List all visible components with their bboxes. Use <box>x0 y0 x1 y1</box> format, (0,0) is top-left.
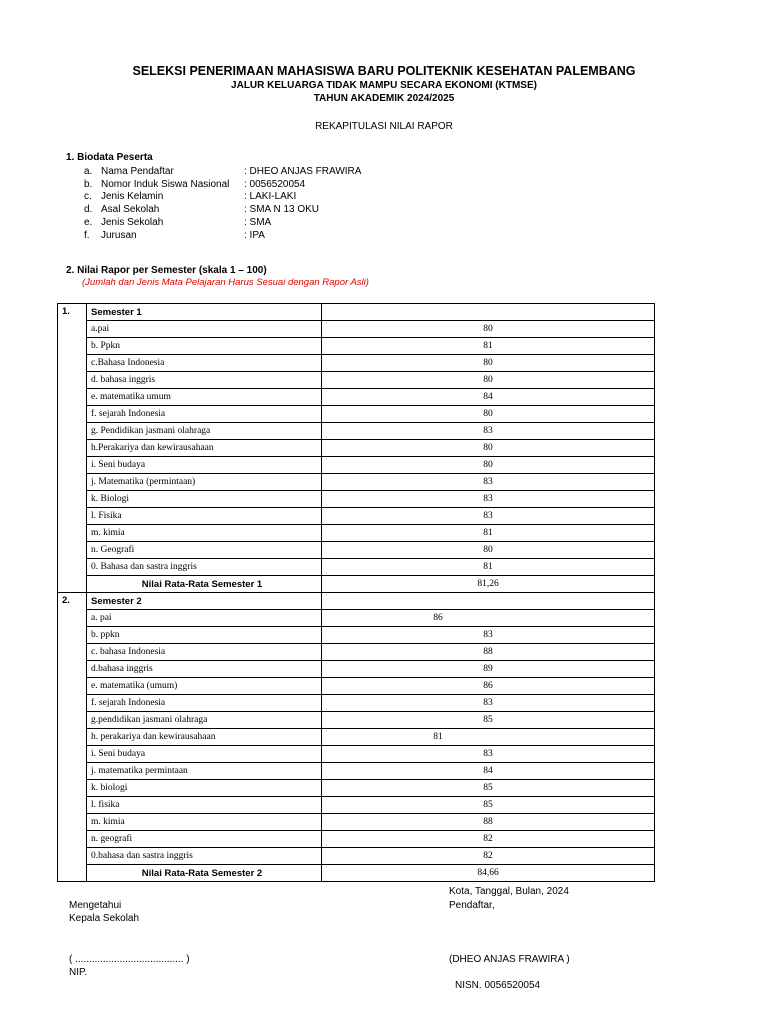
subject-score: 80 <box>322 542 655 559</box>
biodata-label: Nomor Induk Siswa Nasional <box>101 178 230 190</box>
subject-name: m. kimia <box>87 525 322 542</box>
biodata-letter: b. <box>84 178 93 190</box>
subject-score: 83 <box>322 695 655 712</box>
semester-average-label: Nilai Rata-Rata Semester 2 <box>87 865 322 882</box>
document-subtitle: JALUR KELUARGA TIDAK MAMPU SECARA EKONOMI (KTMSE) <box>231 80 537 91</box>
applicant-label: Pendaftar, <box>449 900 495 911</box>
biodata-value: : SMA N 13 OKU <box>244 204 320 216</box>
place-date: Kota, Tanggal, Bulan, 2024 <box>449 886 569 897</box>
applicant-signature: (DHEO ANJAS FRAWIRA ) <box>449 954 570 965</box>
subject-name: a. pai <box>87 610 322 627</box>
biodata-letter: d. <box>84 204 93 216</box>
subject-row <box>58 474 655 491</box>
subject-name: l. fisika <box>87 797 322 814</box>
grades-section-title: 2. Nilai Rapor per Semester (skala 1 – 100) <box>66 265 267 276</box>
subject-score: 80 <box>322 321 655 338</box>
subject-name: i. Seni budaya <box>87 746 322 763</box>
subject-name: j. Matematika (permintaan) <box>87 474 322 491</box>
subject-row <box>58 712 655 729</box>
subject-row <box>58 780 655 797</box>
subject-name: e. matematika (umum) <box>87 678 322 695</box>
subject-row <box>58 559 655 576</box>
subject-score: 83 <box>322 746 655 763</box>
subject-name: j. matematika permintaan <box>87 763 322 780</box>
subject-name: k. Biologi <box>87 491 322 508</box>
subject-name: g.pendidikan jasmani olahraga <box>87 712 322 729</box>
biodata-label: Jenis Sekolah <box>101 216 164 228</box>
document-title: SELEKSI PENERIMAAN MAHASISWA BARU POLITEKNIK KESEHATAN PALEMBANG <box>132 64 636 78</box>
subject-row <box>58 695 655 712</box>
subject-row <box>58 508 655 525</box>
subject-name: c.Bahasa Indonesia <box>87 355 322 372</box>
subject-name: n. geografi <box>87 831 322 848</box>
subject-score: 85 <box>322 780 655 797</box>
acknowledged-label: Mengetahui <box>69 900 122 911</box>
subject-name: a.pai <box>87 321 322 338</box>
subject-score-text: 86 <box>433 613 443 623</box>
biodata-section-title: 1. Biodata Peserta <box>66 152 153 163</box>
semester-average-label: Nilai Rata-Rata Semester 1 <box>87 576 322 593</box>
recap-title: REKAPITULASI NILAI RAPOR <box>315 121 453 132</box>
subject-score: 81 <box>322 559 655 576</box>
subject-score: 83 <box>322 474 655 491</box>
subject-name: d. bahasa inggris <box>87 372 322 389</box>
subject-row <box>58 389 655 406</box>
subject-name: k. biologi <box>87 780 322 797</box>
semester-average-row <box>58 576 655 593</box>
subject-row <box>58 338 655 355</box>
subject-score: 81 <box>322 525 655 542</box>
subject-row <box>58 542 655 559</box>
subject-score: 82 <box>322 831 655 848</box>
subject-name: m. kimia <box>87 814 322 831</box>
biodata-label: Jurusan <box>101 229 137 241</box>
biodata-letter: e. <box>84 216 93 228</box>
subject-name: l. Fisika <box>87 508 322 525</box>
semester-average-row <box>58 865 655 882</box>
biodata-value: : LAKI-LAKI <box>244 191 297 203</box>
subject-row <box>58 729 655 746</box>
subject-row <box>58 797 655 814</box>
semester-number: 2. <box>58 593 87 882</box>
subject-name: n. Geografi <box>87 542 322 559</box>
subject-name: f. sejarah Indonesia <box>87 695 322 712</box>
subject-score: 83 <box>322 423 655 440</box>
subject-row <box>58 440 655 457</box>
grades-note: (Jumlah dan Jenis Mata Pelajaran Harus Sesuai dengan Rapor Asli) <box>82 277 369 288</box>
semester-title: Semester 1 <box>87 304 322 321</box>
subject-name: e. matematika umum <box>87 389 322 406</box>
subject-score: 89 <box>322 661 655 678</box>
semester-title: Semester 2 <box>87 593 322 610</box>
subject-score: 85 <box>322 712 655 729</box>
subject-score: 80 <box>322 406 655 423</box>
biodata-value: : 0056520054 <box>244 178 306 190</box>
subject-row <box>58 644 655 661</box>
subject-score: 83 <box>322 508 655 525</box>
biodata-label: Asal Sekolah <box>101 204 160 216</box>
subject-row <box>58 661 655 678</box>
subject-row <box>58 746 655 763</box>
subject-row <box>58 848 655 865</box>
subject-row <box>58 610 655 627</box>
subject-name: b. ppkn <box>87 627 322 644</box>
biodata-value: : DHEO ANJAS FRAWIRA <box>244 166 362 177</box>
subject-name: c. bahasa Indonesia <box>87 644 322 661</box>
subject-row <box>58 372 655 389</box>
subject-score <box>322 610 655 627</box>
subject-score: 83 <box>322 491 655 508</box>
semester-average-value: 81,26 <box>322 576 655 593</box>
subject-row <box>58 355 655 372</box>
subject-row <box>58 321 655 338</box>
subject-row <box>58 491 655 508</box>
subject-name: h. perakariya dan kewirausahaan <box>87 729 322 746</box>
subject-row <box>58 678 655 695</box>
biodata-letter: c. <box>84 191 92 203</box>
subject-score: 86 <box>322 678 655 695</box>
subject-score: 80 <box>322 440 655 457</box>
subject-score: 88 <box>322 644 655 661</box>
nisn-label: NISN. 0056520054 <box>455 980 541 991</box>
subject-score: 82 <box>322 848 655 865</box>
subject-score: 85 <box>322 797 655 814</box>
subject-row <box>58 814 655 831</box>
subject-row <box>58 831 655 848</box>
subject-row <box>58 423 655 440</box>
semester-header-row <box>58 304 655 321</box>
biodata-value: : IPA <box>244 229 265 241</box>
semester-number: 1. <box>58 304 87 593</box>
subject-row <box>58 763 655 780</box>
subject-name: 0.bahasa dan sastra inggris <box>87 848 322 865</box>
principal-signature: ( ....................................... ) <box>69 954 190 965</box>
subject-name: b. Ppkn <box>87 338 322 355</box>
biodata-letter: a. <box>84 166 93 177</box>
semester-header-blank <box>322 304 655 321</box>
semester-header-blank <box>322 593 655 610</box>
subject-score: 80 <box>322 457 655 474</box>
subject-name: h.Perakariya dan kewirausahaan <box>87 440 322 457</box>
academic-year: TAHUN AKADEMIK 2024/2025 <box>313 93 455 104</box>
subject-name: d.bahasa inggris <box>87 661 322 678</box>
biodata-label: Jenis Kelamin <box>101 191 164 203</box>
subject-score: 80 <box>322 355 655 372</box>
subject-score <box>322 729 655 746</box>
subject-row <box>58 627 655 644</box>
semester-average-value: 84,66 <box>322 865 655 882</box>
subject-row <box>58 525 655 542</box>
subject-score: 84 <box>322 763 655 780</box>
subject-row <box>58 406 655 423</box>
subject-name: f. sejarah Indonesia <box>87 406 322 423</box>
subject-row <box>58 457 655 474</box>
subject-name: 0. Bahasa dan sastra inggris <box>87 559 322 576</box>
subject-score: 80 <box>322 372 655 389</box>
biodata-letter: f. <box>84 229 90 241</box>
grades-table <box>57 303 655 882</box>
nip-label: NIP. <box>69 967 88 978</box>
biodata-label: Nama Pendaftar <box>101 166 174 177</box>
biodata-value: : SMA <box>244 216 272 228</box>
subject-score: 88 <box>322 814 655 831</box>
subject-score-text: 81 <box>433 732 443 742</box>
subject-score: 83 <box>322 627 655 644</box>
subject-score: 81 <box>322 338 655 355</box>
semester-header-row <box>58 593 655 610</box>
subject-name: i. Seni budaya <box>87 457 322 474</box>
principal-label: Kepala Sekolah <box>69 913 140 924</box>
subject-name: g. Pendidikan jasmani olahraga <box>87 423 322 440</box>
subject-score: 84 <box>322 389 655 406</box>
